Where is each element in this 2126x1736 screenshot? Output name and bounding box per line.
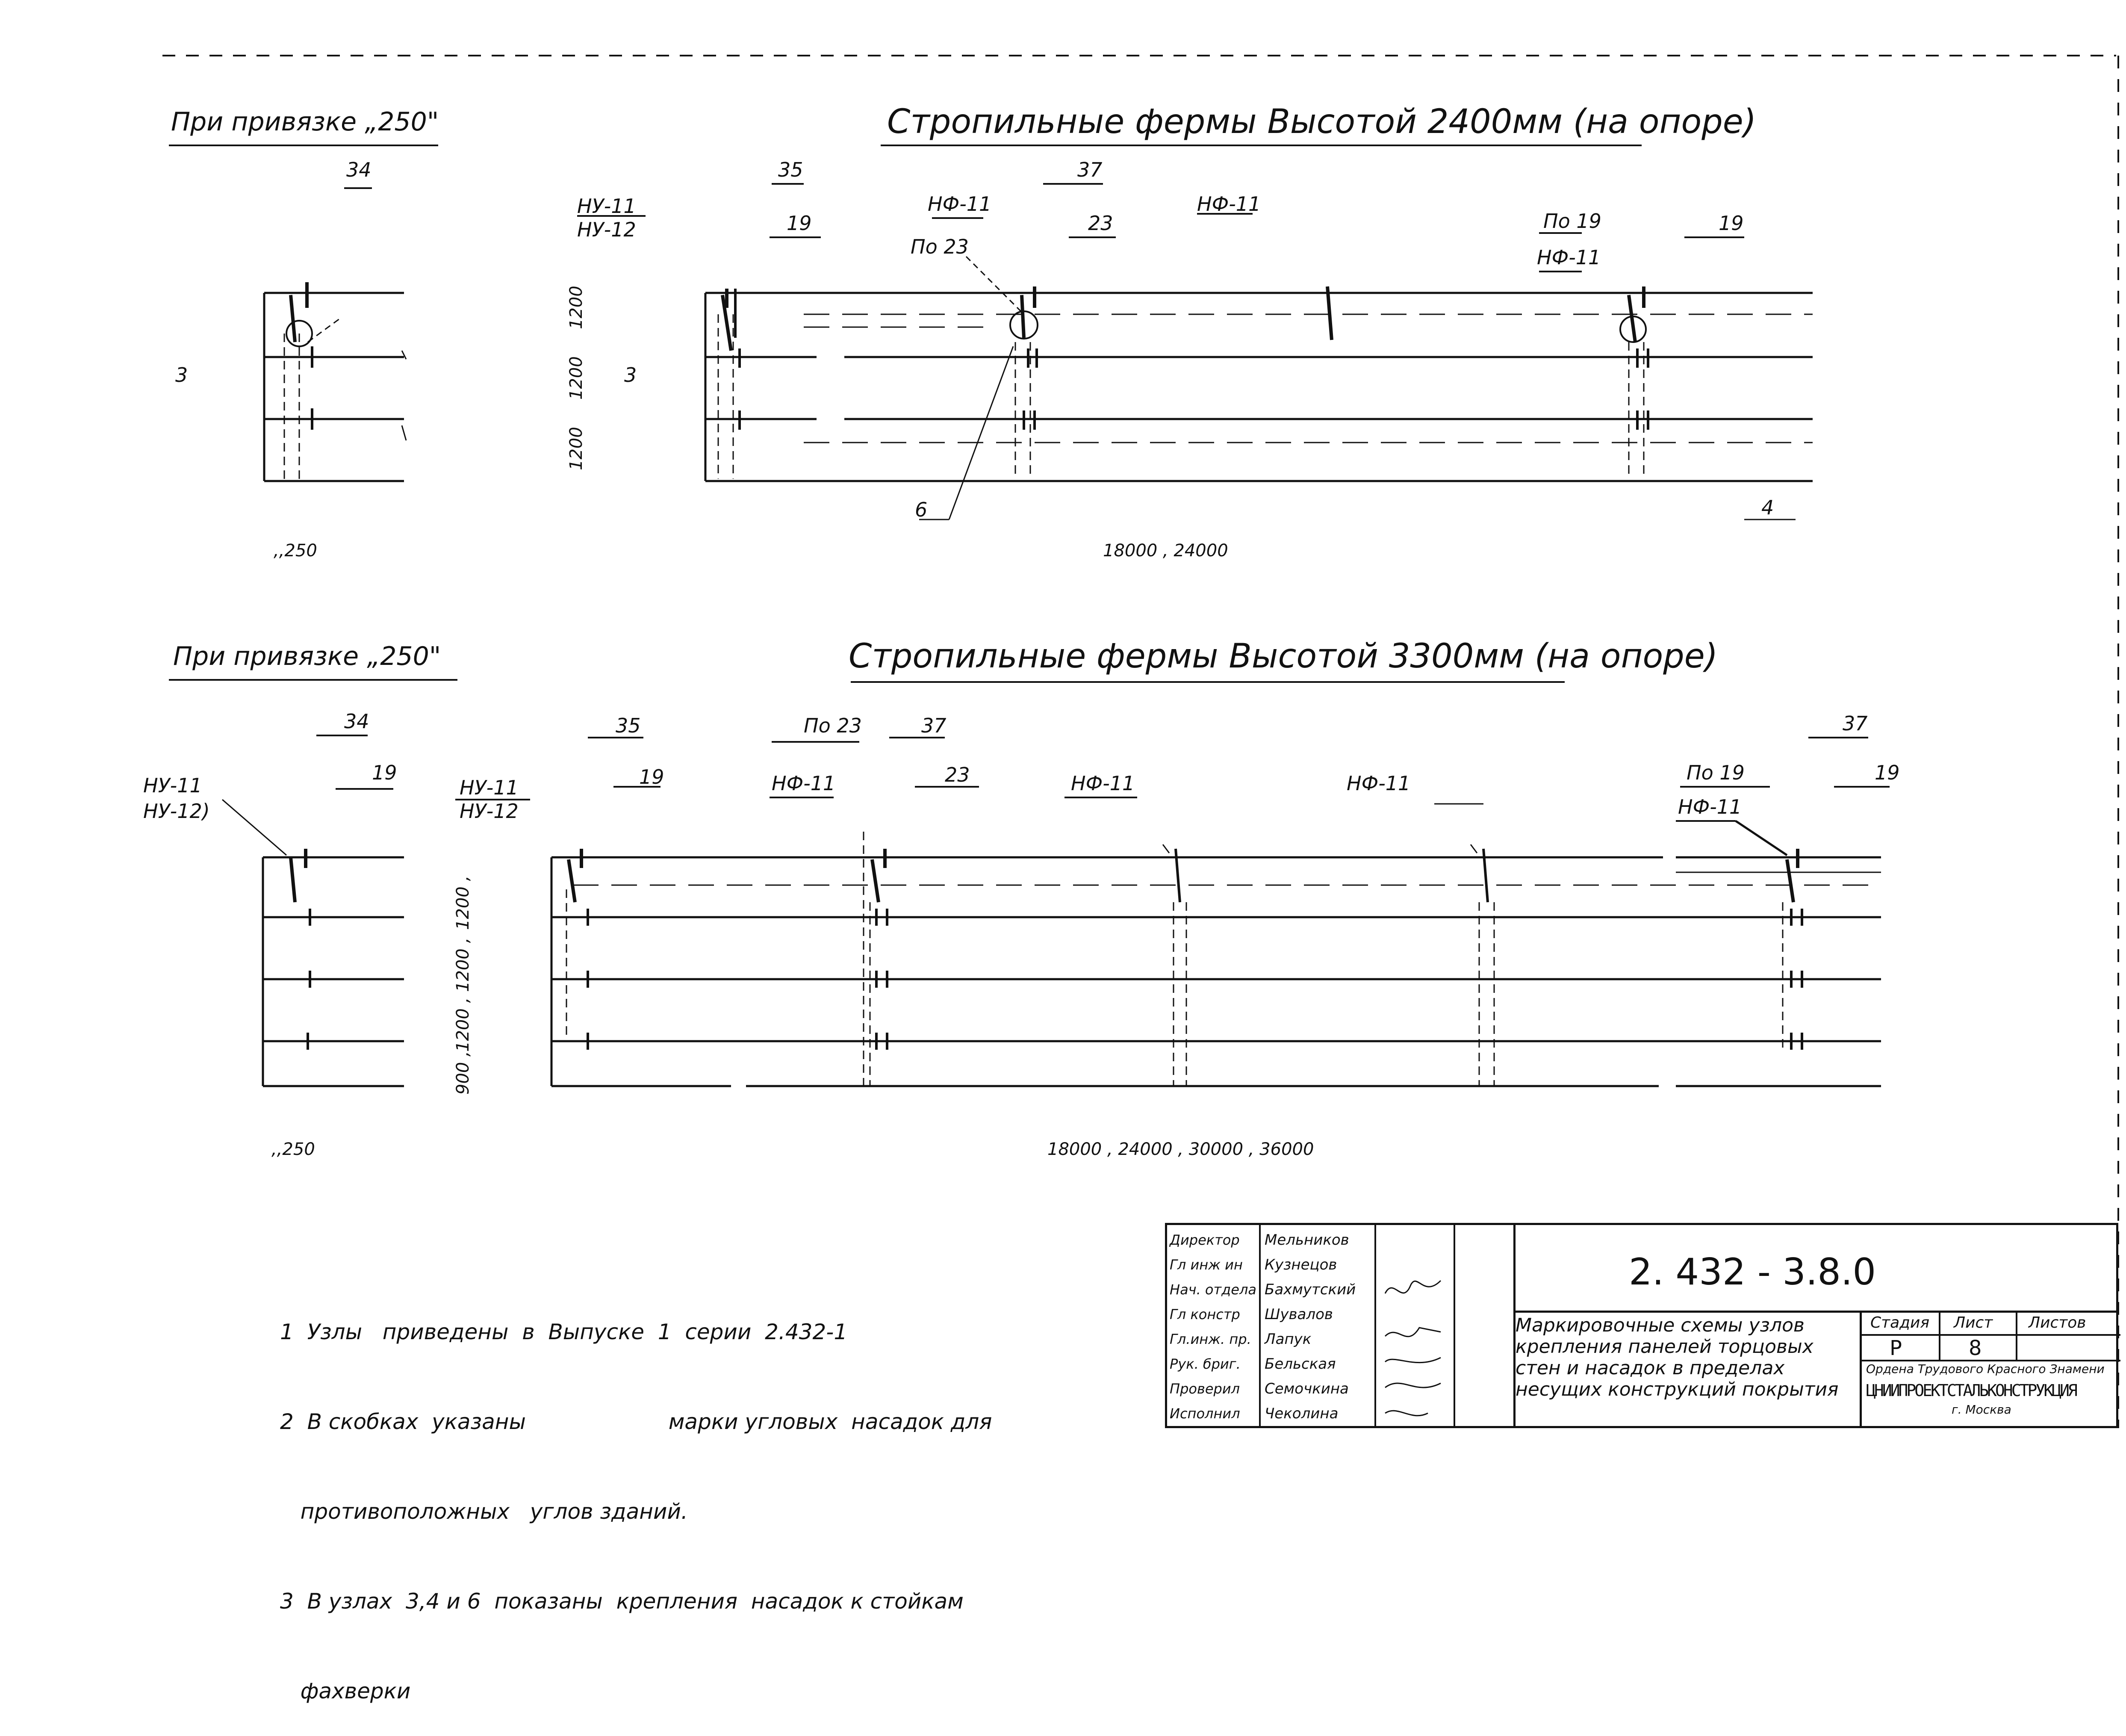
top-binding-title: При привязке „250" (171, 107, 439, 137)
bottom-label-19b: 19 (1875, 761, 1900, 784)
top-label-35: 35 (778, 158, 803, 181)
top-truss-frame (705, 286, 1813, 481)
doc-number-cell (1513, 1225, 2118, 1313)
signatures (1377, 1225, 1454, 1426)
title-block (1165, 1223, 2118, 1428)
roles-column (1170, 1228, 1256, 1426)
top-height-3: 1200 (566, 427, 586, 470)
top-label-nf11c: НФ-11 (1537, 246, 1601, 269)
bottom-label-34: 34 (344, 710, 369, 733)
bottom-left-detail (263, 849, 404, 1086)
note-1: 1 Узлы приведены в Выпуске 1 серии 2.432-1 (280, 1320, 848, 1344)
top-label-3-mid: 3 (624, 363, 637, 387)
sheets-label: Листов (2029, 1314, 2086, 1332)
stage-label: Стадия (1870, 1314, 1930, 1332)
bottom-spans: 18000 , 24000 , 30000 , 36000 (1047, 1140, 1314, 1159)
top-label-nf11b: НФ-11 (1197, 192, 1261, 216)
top-label-19b: 19 (1719, 212, 1744, 235)
bottom-label-nu12-left: НУ-12) (143, 800, 210, 823)
top-label-4: 4 (1761, 496, 1774, 519)
top-label-34: 34 (346, 158, 372, 181)
top-label-po19: По 19 (1543, 210, 1601, 233)
role-4: Гл констр (1170, 1306, 1240, 1323)
bottom-label-po19: По 19 (1687, 761, 1745, 784)
top-label-37: 37 (1077, 158, 1103, 181)
doc-number: 2. 432 - 3.8.0 (1629, 1251, 1876, 1293)
bottom-height-3: 1200 , (453, 997, 473, 1052)
name-5: Лапук (1265, 1331, 1312, 1348)
top-label-19a: 19 (787, 212, 812, 235)
role-2: Гл инж ин (1170, 1257, 1243, 1273)
bottom-binding-title: При привязке „250" (173, 641, 441, 671)
note-3-cont: фахверки (280, 1679, 411, 1704)
bottom-label-19-left: 19 (372, 761, 397, 784)
sheet-value: 8 (1969, 1336, 1982, 1360)
role-1: Директор (1170, 1232, 1240, 1248)
org-name: ЦНИИПРОЕКТСТАЛЬКОНСТРУКЦИЯ (1866, 1381, 2076, 1400)
top-label-nu12: НУ-12 (577, 218, 636, 241)
role-7: Проверил (1170, 1381, 1240, 1397)
bottom-label-nf11c: НФ-11 (1347, 772, 1411, 795)
name-3: Бахмутский (1265, 1281, 1356, 1298)
org-line1: Ордена Трудового Красного Знамени (1866, 1362, 2105, 1376)
doc-description: Маркировочные схемы узлов крепления панелей торцовых стен и насадок в пределах несущих конструкций покрытия (1516, 1314, 1839, 1400)
bottom-truss-title: Стропильные фермы Высотой 3300мм (на опоре) (849, 637, 1718, 676)
bottom-label-37a: 37 (921, 714, 947, 737)
top-left-detail (264, 282, 406, 481)
role-3: Нач. отдела (1170, 1281, 1257, 1298)
name-1: Мельников (1265, 1231, 1349, 1249)
name-2: Кузнецов (1265, 1256, 1337, 1273)
top-height-1: 1200 (566, 286, 586, 329)
sheet-label: Лист (1954, 1314, 1993, 1332)
bottom-truss-frame (551, 832, 1881, 1086)
top-label-6: 6 (915, 498, 928, 521)
bottom-label-nu11: НУ-11 (460, 776, 519, 799)
bottom-height-4: 900 , (453, 1051, 473, 1095)
stage-table (1860, 1311, 2120, 1426)
bottom-label-po23: По 23 (804, 714, 862, 737)
top-label-po23: По 23 (911, 235, 969, 258)
bottom-label-37b: 37 (1843, 712, 1868, 735)
org-city: г. Москва (1952, 1402, 2011, 1417)
top-label-nu11: НУ-11 (577, 195, 636, 218)
top-truss-title: Стропильные фермы Высотой 2400мм (на опоре) (887, 103, 1757, 141)
top-label-nf11a: НФ-11 (928, 192, 992, 216)
bottom-label-nf11a: НФ-11 (772, 772, 836, 795)
role-8: Исполнил (1170, 1405, 1240, 1422)
names-column (1265, 1228, 1356, 1426)
top-label-3-left: 3 (175, 363, 188, 387)
note-3: 3 В узлах 3,4 и 6 показаны крепления насадок к стойкам (280, 1589, 964, 1614)
bottom-label-19a: 19 (639, 765, 664, 788)
name-4: Шувалов (1265, 1306, 1333, 1323)
top-dim-250: ,,250 (274, 541, 317, 561)
role-6: Рук. бриг. (1170, 1356, 1241, 1372)
note-2-cont: противоположных углов зданий. (280, 1499, 688, 1524)
name-7: Семочкина (1265, 1380, 1349, 1397)
bottom-label-nf11d: НФ-11 (1678, 795, 1742, 818)
bottom-dim-250: ,,250 (271, 1140, 315, 1159)
top-label-23: 23 (1088, 212, 1113, 235)
bottom-label-35: 35 (616, 714, 641, 737)
signature-table (1167, 1225, 1516, 1426)
bottom-height-1: 1200 , (453, 875, 473, 930)
bottom-label-23: 23 (945, 763, 970, 786)
bottom-label-nu11-left: НУ-11 (143, 774, 202, 797)
role-5: Гл.инж. пр. (1170, 1331, 1251, 1347)
notes (280, 1257, 992, 1736)
top-spans: 18000 , 24000 (1103, 541, 1228, 561)
bottom-label-nu12: НУ-12 (460, 800, 519, 823)
note-2: 2 В скобках указаны марки угловых насадок для (280, 1409, 992, 1434)
bottom-height-2: 1200 , (453, 937, 473, 992)
stage-value: Р (1890, 1336, 1902, 1360)
name-8: Чеколина (1265, 1405, 1339, 1422)
top-height-2: 1200 (566, 356, 586, 400)
name-6: Бельская (1265, 1355, 1336, 1373)
bottom-label-nf11b: НФ-11 (1071, 772, 1135, 795)
